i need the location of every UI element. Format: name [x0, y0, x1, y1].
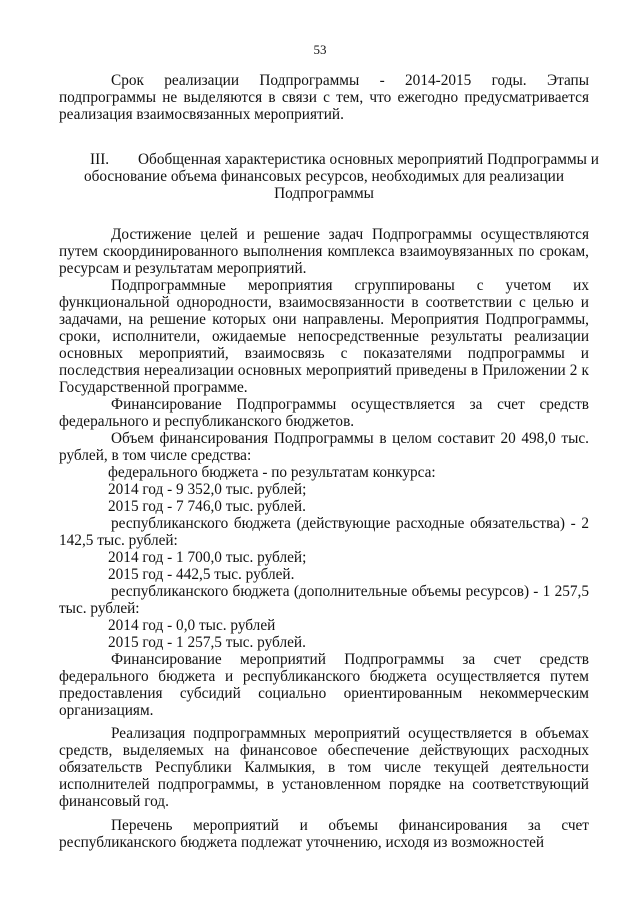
- section-title-line-3: Подпрограммы: [274, 185, 374, 202]
- federal-2015-line: 2015 год - 7 746,0 тыс. рублей.: [108, 498, 306, 515]
- paragraph-implementation: Реализация подпрограммных мероприятий осуществляется в объемах средств, выделяемых на финансовое обеспечение действующих расходных обязательств Республики Калмыкия, в том числе текущей деятельности исполнителей подпрограммы, в установленном порядке на соответствующий финансовый год.: [59, 725, 589, 810]
- page-number: 53: [313, 42, 327, 57]
- section-title-line-1: Обобщенная характеристика основных мероприятий Подпрограммы и: [138, 151, 599, 168]
- paragraph-goals: Достижение целей и решение задач Подпрограммы осуществляются путем скоординированного выполнения комплекса взаимоувязанных по срокам, ресурсам и результатам мероприятий.: [59, 226, 589, 277]
- republic-additional-2015-line: 2015 год - 1 257,5 тыс. рублей.: [108, 634, 306, 651]
- section-title-line-2: обоснование объема финансовых ресурсов, необходимых для реализации: [83, 168, 565, 185]
- paragraph-financing: Финансирование Подпрограммы осуществляется за счет средств федерального и республиканского бюджетов.: [59, 396, 589, 430]
- intro-paragraph: Срок реализации Подпрограммы - 2014-2015 годы. Этапы подпрограммы не выделяются в связи с тем, что ежегодно предусматривается реализация взаимосвязанных мероприятий.: [59, 72, 589, 123]
- paragraph-list: Перечень мероприятий и объемы финансирования за счет республиканского бюджета подлежат уточнению, исходя из возможностей: [59, 817, 589, 851]
- republic-current-2015-line: 2015 год - 442,5 тыс. рублей.: [108, 566, 295, 583]
- republic-additional-2014-line: 2014 год - 0,0 тыс. рублей: [108, 617, 276, 634]
- paragraph-volume: Объем финансирования Подпрограммы в целом составит 20 498,0 тыс. рублей, в том числе средства:: [59, 430, 589, 464]
- paragraph-activities: Подпрограммные мероприятия сгруппированы с учетом их функциональной однородности, взаимосвязанности в соответствии с целью и задачами, на решение которых они направлены. Мероприятия Подпрограммы, сроки, исполнители, ожидаемые непосредственные результаты реализации основных мероприятий, взаимосвязь с показателями подпрограммы и последствия нереализации основных мероприятий приведены в Приложении 2 к Государственной программе.: [59, 277, 589, 396]
- republic-current-2014-line: 2014 год - 1 700,0 тыс. рублей;: [108, 549, 307, 566]
- paragraph-subsidies: Финансирование мероприятий Подпрограммы за счет средств федерального бюджета и республиканского бюджета осуществляется путем предоставления субсидий социально ориентированным некоммерческим организациям.: [59, 651, 589, 719]
- republic-budget-current: республиканского бюджета (действующие расходные обязательства) - 2 142,5 тыс. рублей:: [59, 515, 589, 549]
- federal-2014-line: 2014 год - 9 352,0 тыс. рублей;: [108, 481, 307, 498]
- section-number: III.: [90, 151, 110, 168]
- federal-budget-line: федерального бюджета - по результатам конкурса:: [108, 464, 436, 481]
- republic-budget-additional: республиканского бюджета (дополнительные объемы ресурсов) - 1 257,5 тыс. рублей:: [59, 583, 589, 617]
